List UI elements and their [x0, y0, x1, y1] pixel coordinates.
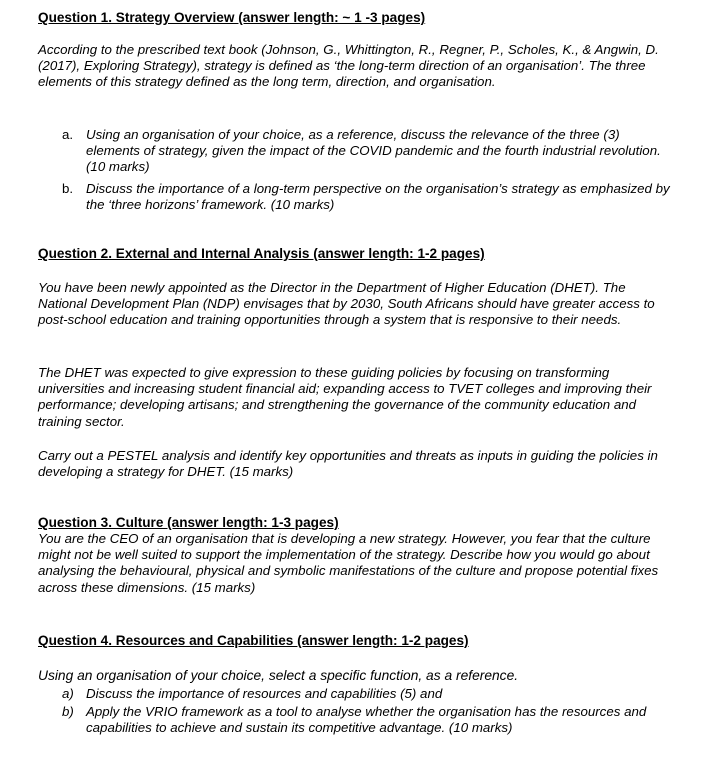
- q1-item-b: [62, 181, 672, 213]
- q3-para: You are the CEO of an organisation that is developing a new strategy. However, you fear that the culture might not be well suited to support the implementation of the strategy. Describe how you would go about analysing the behavioural, physical and symbolic manifestations of the culture and propose potential fixes across these dimensions. (15 marks): [38, 531, 659, 595]
- q2-para-1: You have been newly appointed as the Director in the Department of Higher Education (DHET). The National Development Plan (NDP) envisages that by 2030, South Africans should have greater access to post-school education and training opportunities through a system that is responsive to their needs.: [38, 280, 655, 328]
- q4-item-a-label: a): [62, 686, 74, 701]
- q4-item-b-text: Apply the VRIO framework as a tool to analyse whether the organisation has the resources and capabilities to achieve and sustain its competitive advantage. (10 marks): [86, 704, 647, 736]
- q1-item-a-text: Using an organisation of your choice, as a reference, discuss the relevance of the three (3) elements of strategy, given the impact of the COVID pandemic and the fourth industrial revolution. (10 marks): [86, 127, 661, 175]
- q4-item-b: [62, 704, 672, 736]
- q2-heading: Question 2. External and Internal Analysis (answer length: 1-2 pages): [38, 246, 485, 261]
- q1-intro: According to the prescribed text book (Johnson, G., Whittington, R., Regner, P., Scholes, K., & Angwin, D. (2017), Exploring Strategy), strategy is defined as ‘the long-term direction of an organisation’. The three elements of this strategy defined as the long term, direction, and organisation.: [38, 42, 659, 90]
- q1-item-b-label: b.: [62, 181, 74, 196]
- q3-heading: Question 3. Culture (answer length: 1-3 pages): [38, 515, 339, 530]
- q2-para-2: The DHET was expected to give expression to these guiding policies by focusing on transforming universities and increasing student financial aid; expanding access to TVET colleges and improving their performance; developing artisans; and strengthening the governance of the community education and training sector.: [38, 365, 652, 429]
- q1-item-a-label: a.: [62, 127, 74, 142]
- q2-para-3: Carry out a PESTEL analysis and identify key opportunities and threats as inputs in guiding the policies in developing a strategy for DHET. (15 marks): [38, 448, 658, 480]
- q4-intro: Using an organisation of your choice, select a specific function, as a reference.: [38, 668, 519, 683]
- q1-item-b-text: Discuss the importance of a long-term perspective on the organisation’s strategy as emphasized by the ‘three horizons’ framework. (10 marks): [86, 181, 670, 213]
- q4-item-b-label: b): [62, 704, 74, 719]
- q1-heading: Question 1. Strategy Overview (answer length: ~ 1 -3 pages): [38, 10, 426, 25]
- q4-heading: Question 4. Resources and Capabilities (answer length: 1-2 pages): [38, 633, 469, 648]
- q4-item-a: [62, 686, 672, 702]
- q4-item-a-text: Discuss the importance of resources and capabilities (5) and: [86, 686, 443, 701]
- q1-item-a: [62, 127, 672, 176]
